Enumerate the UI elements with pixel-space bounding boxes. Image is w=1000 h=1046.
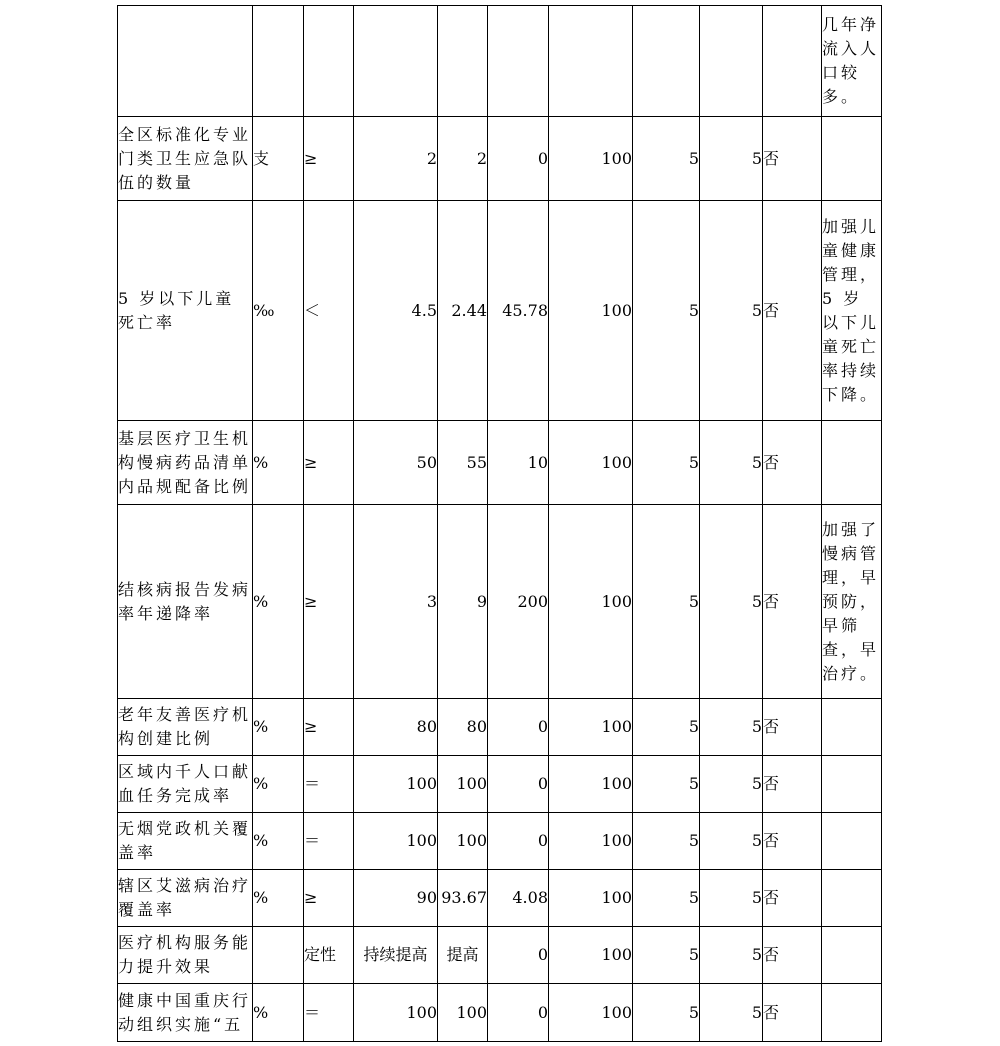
score-percent: 100: [549, 505, 633, 699]
deviation-value: 0: [488, 756, 549, 813]
score-value: 5: [700, 813, 763, 870]
table-row: [118, 813, 882, 870]
indicator-name: 老年友善医疗机构创建比例: [118, 699, 253, 756]
score-percent: 100: [549, 813, 633, 870]
indicator-name: 5 岁以下儿童死亡率: [118, 201, 253, 421]
target-value: 4.5: [354, 201, 438, 421]
indicator-name: 辖区艾滋病治疗覆盖率: [118, 870, 253, 927]
weight-value: 5: [633, 870, 700, 927]
indicator-name: 区域内千人口献血任务完成率: [118, 756, 253, 813]
unit-cell: %: [253, 699, 304, 756]
target-value: 80: [354, 699, 438, 756]
unit-cell: 支: [253, 117, 304, 201]
deviation-value: 0: [488, 927, 549, 984]
actual-value: 2.44: [438, 201, 488, 421]
remark-cell: 几年净流入人口较多。: [822, 6, 882, 117]
score-percent: 100: [549, 984, 633, 1042]
table-row: [118, 421, 882, 505]
score-percent: 100: [549, 201, 633, 421]
actual-value: 100: [438, 813, 488, 870]
remark-cell: [822, 421, 882, 505]
unit-cell: %: [253, 505, 304, 699]
remark-cell: [822, 117, 882, 201]
weight-value: 5: [633, 117, 700, 201]
target-value: 持续提高: [354, 927, 438, 984]
comparator-cell: ＝: [304, 756, 354, 813]
indicator-name: 结核病报告发病率年递降率: [118, 505, 253, 699]
flag-cell: 否: [763, 117, 822, 201]
comparator-cell: ≥: [304, 505, 354, 699]
unit-cell: ‰: [253, 201, 304, 421]
comparator-cell: 定性: [304, 927, 354, 984]
score-percent: [549, 6, 633, 117]
table-row: [118, 117, 882, 201]
remark-cell: [822, 984, 882, 1042]
target-value: 100: [354, 813, 438, 870]
unit-cell: %: [253, 756, 304, 813]
weight-value: 5: [633, 813, 700, 870]
remark-cell: 加强了慢病管理，早预防，早筛查，早治疗。: [822, 505, 882, 699]
weight-value: 5: [633, 984, 700, 1042]
target-value: 100: [354, 984, 438, 1042]
deviation-value: 45.78: [488, 201, 549, 421]
weight-value: [633, 6, 700, 117]
flag-cell: 否: [763, 870, 822, 927]
indicator-name: 医疗机构服务能力提升效果: [118, 927, 253, 984]
comparator-cell: ≥: [304, 870, 354, 927]
indicator-name: 基层医疗卫生机构慢病药品清单内品规配备比例: [118, 421, 253, 505]
weight-value: 5: [633, 201, 700, 421]
deviation-value: 0: [488, 117, 549, 201]
remark-cell: [822, 870, 882, 927]
flag-cell: 否: [763, 927, 822, 984]
table-row: [118, 201, 882, 421]
deviation-value: 4.08: [488, 870, 549, 927]
deviation-value: 200: [488, 505, 549, 699]
table-row: [118, 699, 882, 756]
table-row: [118, 927, 882, 984]
flag-cell: [763, 6, 822, 117]
deviation-value: 10: [488, 421, 549, 505]
unit-cell: %: [253, 984, 304, 1042]
actual-value: 2: [438, 117, 488, 201]
target-value: 3: [354, 505, 438, 699]
performance-indicator-table: [117, 5, 882, 1042]
indicator-name: [118, 6, 253, 117]
weight-value: 5: [633, 699, 700, 756]
remark-cell: [822, 756, 882, 813]
table-row: [118, 505, 882, 699]
table-row: [118, 756, 882, 813]
actual-value: 9: [438, 505, 488, 699]
comparator-cell: ≥: [304, 421, 354, 505]
score-percent: 100: [549, 927, 633, 984]
score-value: 5: [700, 201, 763, 421]
score-value: 5: [700, 984, 763, 1042]
indicator-name: 全区标准化专业门类卫生应急队伍的数量: [118, 117, 253, 201]
weight-value: 5: [633, 756, 700, 813]
remark-cell: [822, 699, 882, 756]
target-value: 2: [354, 117, 438, 201]
actual-value: [438, 6, 488, 117]
score-percent: 100: [549, 117, 633, 201]
unit-cell: %: [253, 421, 304, 505]
unit-cell: %: [253, 813, 304, 870]
remark-cell: [822, 813, 882, 870]
comparator-cell: ≥: [304, 117, 354, 201]
comparator-cell: [304, 6, 354, 117]
unit-cell: [253, 6, 304, 117]
unit-cell: [253, 927, 304, 984]
unit-cell: %: [253, 870, 304, 927]
weight-value: 5: [633, 421, 700, 505]
comparator-cell: ≥: [304, 699, 354, 756]
deviation-value: 0: [488, 813, 549, 870]
target-value: 50: [354, 421, 438, 505]
flag-cell: 否: [763, 421, 822, 505]
flag-cell: 否: [763, 813, 822, 870]
weight-value: 5: [633, 927, 700, 984]
target-value: [354, 6, 438, 117]
weight-value: 5: [633, 505, 700, 699]
comparator-cell: ＝: [304, 813, 354, 870]
deviation-value: 0: [488, 699, 549, 756]
actual-value: 100: [438, 756, 488, 813]
table-row: [118, 870, 882, 927]
actual-value: 55: [438, 421, 488, 505]
score-percent: 100: [549, 699, 633, 756]
flag-cell: 否: [763, 984, 822, 1042]
target-value: 90: [354, 870, 438, 927]
score-percent: 100: [549, 421, 633, 505]
table-row: [118, 6, 882, 117]
score-percent: 100: [549, 870, 633, 927]
deviation-value: [488, 6, 549, 117]
actual-value: 100: [438, 984, 488, 1042]
actual-value: 提高: [438, 927, 488, 984]
remark-cell: 加强儿童健康管理，5 岁以下儿童死亡率持续下降。: [822, 201, 882, 421]
actual-value: 93.67: [438, 870, 488, 927]
indicator-name: 健康中国重庆行动组织实施“五: [118, 984, 253, 1042]
score-value: [700, 6, 763, 117]
score-value: 5: [700, 117, 763, 201]
score-value: 5: [700, 699, 763, 756]
comparator-cell: ＝: [304, 984, 354, 1042]
score-value: 5: [700, 505, 763, 699]
flag-cell: 否: [763, 699, 822, 756]
table-row: [118, 984, 882, 1042]
score-value: 5: [700, 927, 763, 984]
flag-cell: 否: [763, 505, 822, 699]
remark-cell: [822, 927, 882, 984]
score-percent: 100: [549, 756, 633, 813]
indicator-name: 无烟党政机关覆盖率: [118, 813, 253, 870]
score-value: 5: [700, 870, 763, 927]
flag-cell: 否: [763, 201, 822, 421]
score-value: 5: [700, 756, 763, 813]
target-value: 100: [354, 756, 438, 813]
comparator-cell: ＜: [304, 201, 354, 421]
actual-value: 80: [438, 699, 488, 756]
deviation-value: 0: [488, 984, 549, 1042]
flag-cell: 否: [763, 756, 822, 813]
score-value: 5: [700, 421, 763, 505]
